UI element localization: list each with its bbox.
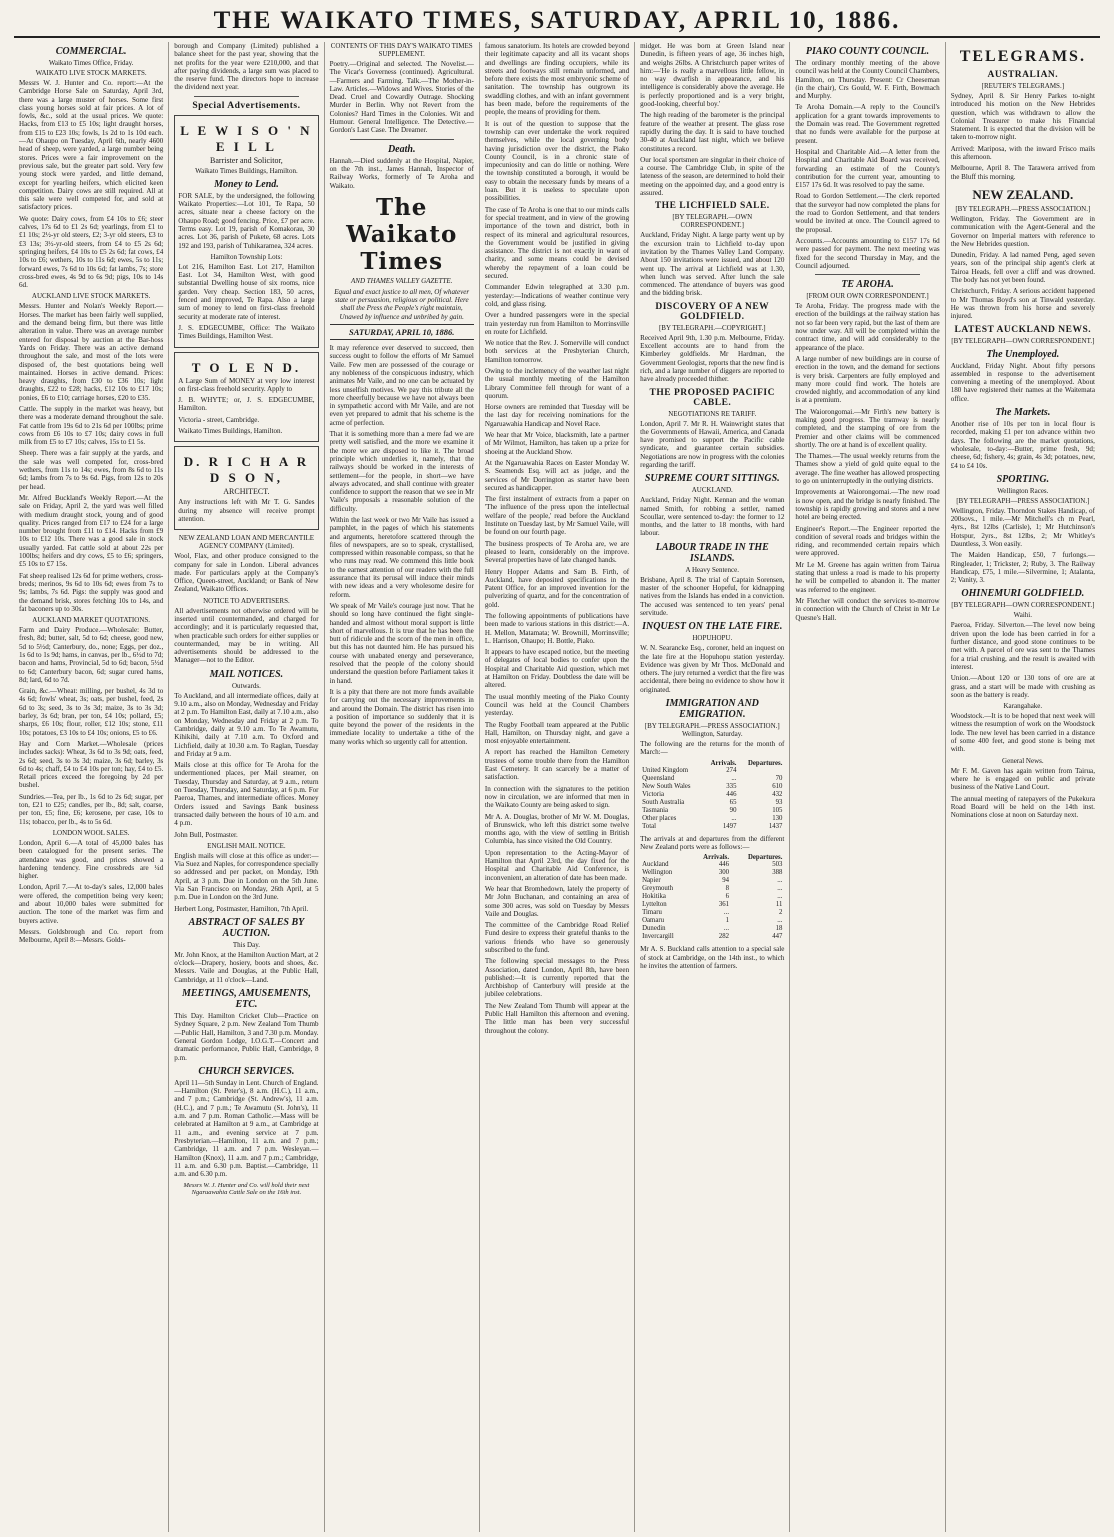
new-zealand-heading: NEW ZEALAND.: [972, 186, 1074, 202]
advert-text: Any instructions left with Mr T. G. Sandes during my absence will receive prompt attention.: [178, 498, 315, 523]
sporting-source: [BY TELEGRAPH—PRESS ASSOCIATION.]: [956, 496, 1090, 505]
advert-signature: John Bull, Postmaster.: [174, 830, 238, 839]
article-paragraph: The case of Te Aroha is one that to our minds calls for special treatment, and in view of the growing importance of the town and district, both in respect of its mineral and agricultural resources, the Government would be justified in giving assistance. The district is not exactly in want of charity, and some means could be devised whereby the repayment of a loan could be secured.: [484, 205, 630, 281]
news-item: We hear that Mr Voice, blacksmith, late a partner of Mr Wilmot, Hamilton, has taken up a prize for shoeing at the Auckland Show.: [484, 431, 630, 456]
news-item: A report has reached the Hamilton Cemetery trustees of some trouble there from the Hamilton East Cemetery. It can scarcely be a matter of satisfaction.: [484, 748, 630, 782]
article-paragraph: Union.—About 120 or 130 tons of ore are at grass, and a start will be made with crushing as soon as the battery is ready.: [950, 674, 1095, 699]
editorial-paragraph: We speak of Mr Vaile's courage just now. That he should so long have continued the fight single-handed and almost without moral support is little short of marvellous. It is true that he has been the butt of ridicule and the scorn of the men in office, but this has not daunted him. He has pursued his course with unabated energy and perseverance, resolved that the people of the colony should understand the question before Parliament takes it in hand.: [329, 601, 474, 685]
table-cell: 446: [726, 790, 737, 798]
article-paragraph: A large number of new buildings are in course of erection in the town, and the demand for sections is very brisk. Carpenters are fully employed and many more could find work. The hotels are crowded nightly, and accommodation of any kind is at a premium.: [795, 354, 940, 405]
ohinemuri-heading: OHINEMURI GOLDFIELD.: [961, 588, 1085, 600]
table-cell: ...: [777, 877, 783, 885]
article-paragraph: London, April 6.—A total of 45,000 bales has been catalogued for the present series. The attendance was good, and prices showed a hardening tendency. Fine crossbreds are ¼d higher.: [19, 838, 164, 881]
news-item: The Rugby Football team appeared at the Public Hall, Hamilton, on Thursday night, and gave a most enjoyable entertainment.: [484, 720, 630, 746]
column-2: [169, 42, 324, 1532]
article-paragraph: Wellington, Friday. The Government are in communication with the Agent-General and the Governor on Imperial matters with reference to the New Hebrides question.: [950, 214, 1095, 248]
te-aroha-subheading: [FROM OUR OWN CORRESPONDENT.]: [806, 292, 929, 301]
table-cell: 361: [718, 901, 730, 909]
article-paragraph: Brisbane, April 8. The trial of Captain Sorensen, master of the schooner Hopeful, for kidnapping natives from the Islands has ended in a conviction. The accused was sentenced to ten years' penal servitude.: [640, 575, 785, 617]
article-paragraph: Grain, &c.—Wheat: milling, per bushel, 4s 3d to 4s 6d; fowls' wheat, 3s; oats, per bushel, feed, 2s 6d to 3s; seed, 3s to 3s 3d; maize, 3s to 3s 3d; barley, 3s 6d; bran, per ton, £4 10s; pollard, £5; sharps, £6 10s; flour, roller, £12 10s; stone, £11 10s; potatoes, £3 10s to £4 10s; onions, £5 to £6.: [19, 687, 164, 737]
editorial-paragraph: That it is something more than a mere fad we are pretty well satisfied, and the more we examine it the more we are disposed to like it. The broad principle which underlies it, namely, that the railways should be worked in the interests of settlement—for the people, in short—we have always advocated, and shall continue with greater confidence to support the reason that we see in Mr Vaile's proposals a reasonable solution of the difficulty.: [329, 430, 474, 513]
article-paragraph: Another rise of 10s per ton in local flour is recorded, making £1 per ton advance within two days. The following are the market quotations, wholesale, to-day:—Butter, prime fresh, 9d; cheese, 6d; fishery, 4s; grain, 4s 3d; potatoes, new, £4 to £4 10s.: [950, 420, 1095, 470]
article-paragraph: April 11—5th Sunday in Lent. Church of England.—Hamilton (St. Peter's), 8 a.m. (H.C.), 11 a.m., and 7 p.m.; Cambridge (St. Andrew's), 11 a.m. (H.C.), and 7 p.m.; Te Awamutu (St. John's), 11 a.m. and 7 p.m. Roman Catholic.—Mass will be celebrated at Hamilton at 9 a.m., at Cambridge at 11 a.m., and evening service at 7 p.m. Presbyterian.—Hamilton, 11 a.m. and 7 p.m.; Cambridge, 11 a.m. and 7 p.m. Wesleyan.—Hamilton (Knox), 11 a.m. and 7 p.m.; Cambridge, 11 a.m. and 6.30 p.m. Baptist.—Cambridge, 11 a.m. and 6.30 p.m.: [174, 1078, 319, 1179]
table-cell: Dunedin: [642, 925, 666, 933]
table-cell: ...: [777, 893, 783, 901]
table-cell: Napier: [642, 877, 661, 885]
table-cell: 1497: [722, 822, 737, 830]
table-row: [640, 933, 784, 941]
article-paragraph: Auckland, Friday Night. A large party went up by the excursion train to Lichfield to-day upon invitation by the Thames Valley Land Company. About 150 invitations were issued, and about 120 went up. The arrival at Lichfield was at 1.30, when lunch was served. After lunch the sale commenced. The attendance of buyers was good and the bidding brisk.: [640, 231, 785, 298]
church-services-heading: CHURCH SERVICES.: [198, 1065, 295, 1077]
advert-signature: J. B. WHYTE; or, J. S. EDGECUMBE, Hamilton.: [178, 396, 315, 413]
article-paragraph: Hospital and Charitable Aid.—A letter from the Hospital and Charitable Aid Board was received, forwarding an estimate of the County's contribution for the current year, amounting to £157 17s 6d. It was resolved to pay the same.: [795, 147, 940, 190]
pacific-cable-heading: THE PROPOSED PACIFIC CABLE.: [649, 387, 775, 408]
sporting-heading: SPORTING.: [996, 473, 1050, 485]
table-cell: 274: [726, 766, 737, 774]
news-item: Owing to the inclemency of the weather last night the usual monthly meeting of the Hamilton Library Committee fell through for want of a quorum.: [484, 366, 630, 400]
advert-subheading: Money to Lend.: [214, 178, 279, 190]
table-cell: [738, 767, 784, 775]
table-cell: 446: [718, 861, 730, 869]
auction-subheading: This Day.: [232, 940, 260, 949]
advert-text: Lot 216, Hamilton East. Lot 217, Hamilton East. Lot 34, Hamilton West, with good substantial Dwelling house of six rooms, nice garden. Very cheap. Section 183, 50 acres, fenced and improved, Te Rapa. Also a large sum of money to lend on first-class freehold security at moderate rate of interest.: [178, 262, 315, 321]
wool-sales-heading: LONDON WOOL SALES.: [52, 828, 130, 837]
advert-name: L E W I S O ' N E I L L: [180, 122, 313, 154]
waihi-heading: Waihi.: [1013, 611, 1032, 620]
divider: [194, 96, 298, 97]
table-cell: Queensland: [642, 774, 675, 782]
table-row: [640, 775, 784, 783]
news-item: Commander Edwin telegraphed at 3.30 p.m. yesterday:—Indications of weather continue very cold, and glass rising.: [484, 283, 630, 308]
market-quotations-heading: AUCKLAND MARKET QUOTATIONS.: [32, 616, 150, 625]
supreme-court-heading: SUPREME COURT SITTINGS.: [644, 473, 780, 485]
te-aroha-heading: TE AROHA.: [841, 279, 894, 291]
labour-trade-subheading: A Heavy Sentence.: [685, 565, 739, 574]
meetings-heading: MEETINGS, AMUSEMENTS, ETC.: [182, 988, 311, 1011]
news-item: The usual monthly meeting of the Piako County Council was held at the Council Chambers yesterday.: [484, 692, 630, 718]
article-paragraph: Auckland, Friday Night. Kennan and the woman named Smith, for robbing a settler, named Scoullar, were sentenced to-day: the former to 12 months, and the latter to 18 months, with hard labour.: [640, 496, 785, 538]
table-row: [640, 807, 784, 815]
table-header: [640, 854, 689, 861]
editorial-paragraph: It may reference ever deserved to succeed, then success ought to follow the efforts of Mr Samuel Vaile. Few men are possessed of the courage or any nobleness of the conspicuous industry, which animates Mr Vaile, and no one can be actuated by less unselfish motives. We pay this tribute all the more cheerfully because we have not always been in sympathetic accord with Mr Vaile, and are not even yet prepared to admit that his scheme is the acme of perfection.: [329, 344, 474, 427]
article-paragraph: Poetry.—Original and selected. The Novelist.—The Vicar's Governess (continued). Agricultural.—Farmers and Farming. Talk.—The Mother-in-Law. Articles.—Widows and Wives. Stories of the Dead. Cruel and Cowardly Outrage. Shocking Murder in Berlin. Why not Revert from the Colonies? Hard Times in the Colonies. Wit and Humour. General Intelligence. The Detective.—Gordon's Last Case. The Dreamer.: [329, 60, 474, 135]
article-paragraph: Mr. John Knox, at the Hamilton Auction Mart, at 2 o'clock—Drapery, hosiery, boots and shoes, &c. Messrs. Vaile and Douglas, at the Public Hall, Cambridge, at 11 o'clock—Land.: [174, 950, 319, 984]
unemployed-heading: The Unemployed.: [986, 348, 1060, 360]
inquest-subheading: HOPUHOPU.: [692, 634, 733, 643]
table-cell: ...: [777, 885, 783, 893]
newspaper-motto: Equal and exact justice to all men, Of whatever state or persuasion, religious or political. Here shall the Press the People's right maintain, Unawed by influence and unbribed by gain.: [334, 287, 470, 321]
table-cell: Total: [642, 822, 656, 830]
article-paragraph: Road to Gordon Settlement.—The clerk reported that the surveyor had now completed the plans for the road to Gordon Settlement, and that tenders would be invited at once. The Council agreed to the proposal.: [795, 192, 940, 234]
table-row: [640, 901, 784, 909]
column-5: [635, 42, 790, 1532]
masthead: THE WAIKATO TIMES, SATURDAY, APRIL 10, 1886.: [14, 8, 1100, 38]
table-row: [640, 815, 784, 823]
advert-text: FOR SALE, by the undersigned, the following Waikato Properties:—Lot 101, Te Rapa, 50 acres, situate near a cheese factory on the Ohaupo Road; good fencing. Price, £7 per acre. Terms easy. Lot 19, parish of Komakorau, 30 acres. Lot 36, parish of Pukete, 68 acres. Lots 192 and 193, parish of Tuhikaramea, 324 acres.: [178, 191, 315, 250]
news-item: At the Ngaruawahia Races on Easter Monday W. S. Seamends Esq. will act as judge, and the services of Mr Dorrington as starter have been secured as handicapper.: [484, 458, 630, 492]
article-paragraph: London, April 7.—At to-day's sales, 12,000 bales were offered, the competition being very keen; and about 10,000 bales were submitted for auction. The tone of the market was firm and buyers active.: [19, 883, 164, 925]
advert-text: A Large Sum of MONEY at very low interest on first-class freehold security. Apply to: [178, 376, 315, 393]
advert-text: Victoria - street, Cambridge.: [178, 415, 260, 424]
table-cell: United Kingdom: [642, 766, 689, 774]
article-paragraph: The high reading of the barometer is the principal feature of the weather at present. The glass rose rapidly during the day. It is said to have touched 30-40 at Auckland last night, which we believe constitutes a record.: [640, 111, 785, 153]
advert-loan-heading: NEW ZEALAND LOAN AND MERCANTILE AGENCY COMPANY (Limited).: [178, 534, 315, 551]
issue-date: SATURDAY, APRIL 10, 1886.: [330, 324, 474, 340]
article-paragraph: Hay and Corn Market.—Wholesale (prices includes sacks): Wheat, 3s 6d to 3s 9d; oats, feed, 2s 6d; seed, 3s to 3s 3d; maize, 3s 6d; barley, 3s 6d to 4s; chaff, £4 to £4 10s per ton; hay, £4 to £5. Retail prices exceed the foregoing by 2d per bushel.: [19, 739, 164, 790]
immigration-subheading: [BY TELEGRAPH.—PRESS ASSOCIATION.] Wellington, Saturday.: [644, 722, 780, 739]
table-cell: ...: [723, 925, 730, 933]
notice-heading: NOTICE TO ADVERTISERS.: [203, 596, 290, 605]
editorial-paragraph: Within the last week or two Mr Vaile has issued a pamphlet, in the pages of which his statements and arguments, heretofore scattered through the files of newspapers, are so to speak, crystallised, compressed within reasonable compass, so that he who runs may read. We commend this little book to the earnest attention of our readers with the full assurance that its perusal will induce their minds with new ideas and a very wholesome desire for reform.: [329, 515, 474, 599]
advert-text: Wool, Flax, and other produce consigned to the company for sale in London. Liberal advances made. For particulars apply at the Company's Office, Queen-street, Auckland; or Bank of New Zealand, Waikato Offices.: [174, 552, 319, 594]
article-paragraph: The arrivals at and departures from the different New Zealand ports were as follows:—: [640, 834, 785, 851]
labour-trade-heading: LABOUR TRADE IN THE ISLANDS.: [655, 541, 769, 564]
article-paragraph: Mr Le M. Greene has again written from Tairua stating that unless a road is made to his property he will be compelled to abandon it. The matter was referred to the engineer.: [795, 560, 940, 594]
article-paragraph: The ordinary monthly meeting of the above council was held at the County Council Chambers, Hamilton, on Thursday. Present: Cr Cheeseman (in the chair), Crs Gould, W. F. Firth, Bowmach and Murphy.: [795, 59, 940, 101]
news-item: Mr A. A. Douglas, brother of Mr W. M. Douglas, of Brunswick, who left this district some twelve months ago, with the view of settling in British Columbia, has since visited the Old Country.: [484, 812, 630, 846]
article-paragraph: Auckland, Friday Night. About fifty persons assembled in response to the advertisement convening a meeting of the unemployed. About 180 have registered their names at the Waitemata office.: [950, 361, 1095, 403]
news-item: We hear that Bromhedown, lately the property of Mr John Buchanan, and containing an area of some 300 acres, was sold on Tuesday by Messrs Vaile and Douglas.: [484, 884, 630, 918]
article-paragraph: Fat sheep realised 12s 6d for prime wethers, cross-breds; merinos, 9s 6d to 10s 6d; ewes from 7s to 9s; lambs, 7s 6d. Pigs: the supply was good and the demand brisk, stores fetching 10s to 14s, and fat baconers up to 30s.: [19, 571, 164, 613]
supreme-court-subheading: AUCKLAND.: [691, 486, 733, 495]
article-paragraph: Christchurch, Friday. A serious accident happened to Mr Thomas Boyd's son at Tinwald yesterday. He was thrown from his horse and severely injured.: [950, 287, 1095, 321]
table-cell: 388: [772, 869, 783, 877]
table-cell: 335: [726, 782, 737, 790]
table-row: [640, 925, 784, 933]
article-paragraph: Mails close at this office for Te Aroha for the undermentioned places, per Mail steamer, on Tuesday, Thursday and Saturday, at 9 a.m., return on Tuesday, Thursday, and Saturday, at 6 p.m. For Paeroa, Thames, and intermediate offices. Money Orders issued and Savings Bank business transacted daily between the hours of 10 a.m. and 4 p.m.: [174, 761, 319, 828]
news-item: The following appointments of publications have been made to various stations in this district:—A. H. Mellon, Matamata; W. Brownill, Morrinsville; L. Harrison, Ohaupo; H. Bottle, Piako.: [484, 612, 630, 645]
table-cell: 1437: [768, 822, 783, 830]
australian-subheading: [REUTER'S TELEGRAMS.]: [981, 82, 1065, 90]
column-1: [14, 42, 169, 1532]
article-paragraph: Arrived: Mariposa, with the inward Frisco mails this afternoon.: [950, 144, 1095, 162]
ohinemuri-subheading: [BY TELEGRAPH—OWN CORRESPONDENT.]: [951, 601, 1095, 610]
auckland-stock-heading: AUCKLAND LIVE STOCK MARKETS.: [31, 292, 151, 301]
table-cell: 65: [729, 798, 737, 806]
advert-title: ARCHITECT.: [223, 487, 270, 497]
news-item: The business prospects of Te Aroha are, we are pleased to learn, considerably on the improve. Several properties have of late changed hands.: [484, 539, 630, 565]
article-paragraph: The Thames.—The usual weekly returns from the Thames show a yield of gold quite equal to the average. The fine weather has allowed prospecting to go on uninterruptedly in the outlying districts.: [795, 452, 940, 486]
article-paragraph: Accounts.—Accounts amounting to £157 17s 6d were passed for payment. The next meeting was fixed for the second Thursday in May, and the Council adjourned.: [795, 236, 940, 270]
news-item: Henry Hopper Adams and Sam B. Firth, of Auckland, have deposited specifications in the Patent Office, for an improved invention for the pulverizing of quartz, and for the concentration of gold.: [484, 567, 630, 609]
table-row: [640, 861, 784, 869]
divider: [815, 274, 919, 275]
article-paragraph: Our local sportsmen are singular in their choice of a course. The Cambridge Club, in spite of the lateness of the season, are determined to hold their meeting on the appointed day, and a good entry is assured.: [640, 155, 785, 198]
table-cell: South Australia: [642, 798, 685, 806]
news-item: We notice that the Rev. J. Somerville will conduct both services at the Presbyterian Church, Hamilton tomorrow.: [484, 339, 630, 364]
table-row: [640, 799, 784, 807]
table-row: [640, 877, 784, 885]
article-paragraph: Mr. Alfred Buckland's Weekly Report.—At the sale on Friday, April 2, the yard was well filled with medium draught stock, young and of good quality. Prices ranged from £17 to £24 for a large number brought from £11 to £14. Hacks from £9 10s to £12 10s. There was a good sale in stock usually yarded. Fat cattle sold at about 22s per 100lbs; heifers and dry cows, £5 to £6; springers, £5 10s to £7 15s.: [19, 493, 164, 569]
telegrams-heading: TELEGRAMS.: [959, 48, 1086, 65]
table-row: [640, 869, 784, 877]
article-paragraph: Farm and Dairy Produce.—Wholesale: Butter, fresh, 8d; butter, salt, 5d to 6d; cheese, good new, 5d to 5½d; Canterbury, do., none; Eggs, per doz., 1s 6d to 1s 9d; hams, in canvas, per lb., 6½d to 7d; bacon and hams, Provincial, 5d to 6d; bacon, 5½d to 6d; Canterbury bacon, 6d; sugar cured hams, 8d; lard, 6d to 7d.: [19, 626, 164, 684]
table-row: [640, 767, 784, 775]
australian-heading: AUSTRALIAN.: [987, 70, 1059, 80]
table-cell: Other places: [642, 814, 677, 822]
table-cell: Lyttelton: [642, 901, 667, 909]
advert-subheading: Hamilton Township Lots:: [210, 252, 283, 261]
table-cell: 2: [779, 909, 783, 917]
death-heading: Death.: [387, 143, 416, 155]
news-item: The following special messages to the Press Association, dated London, April 8th, have been published:—It is currently reported that the Archbishop of Canterbury will preside at the jubilee celebrations.: [484, 957, 630, 999]
flag-subtitle: AND THAMES VALLEY GAZETTE.: [351, 276, 453, 285]
article-paragraph: Messrs. Hunter and Nolan's Weekly Report.—Horses. The market has been fairly well supplied, and the demand being firm, but there was little alteration in value. There was an average number entered for disposal by auction at the Bar-hoss Yards on Friday. There was an active demand throughout the sale, and most of the lots were disposed of, the best quotations being well maintained. Horses in active demand. Prices: heavy draughts, from £30 to £36 10s; light draughts, £22 to £28; hacks, £12 10s to £17 10s; ponies, £6 to £10; carriage horses, £20 to £35.: [19, 302, 164, 402]
new-zealand-subheading: [BY TELEGRAPH.—PRESS ASSOCIATION.]: [955, 204, 1091, 213]
advert-signature: J. S. EDGECUMBE, Office: The Waikato Times Buildings, Hamilton West.: [178, 323, 315, 341]
article-paragraph: Te Aroha Domain.—A reply to the Council's application for a grant towards improvements to the Domain was read. The Government regretted that no funds were available for the purpose at present.: [795, 103, 940, 145]
table-cell: 90: [729, 806, 737, 814]
table-cell: ...: [731, 774, 737, 782]
general-news-heading: General News.: [1002, 756, 1044, 765]
table-header: Arrivals.: [710, 759, 737, 767]
special-ads-heading: Special Advertisements.: [192, 100, 301, 111]
table-row: [640, 885, 784, 893]
table-cell: 94: [722, 877, 730, 885]
immigration-table: [640, 760, 784, 831]
advert-title: Barrister and Solicitor,: [210, 155, 283, 165]
article-paragraph: Dunedin, Friday. A lad named Peng, aged seven years, son of the principal ship agent's clerk at Tairoa Heads, fell over a cliff and was drowned. The body has not yet been found.: [950, 251, 1095, 285]
table-cell: Invercargill: [642, 933, 674, 941]
auckland-news-subheading: [BY TELEGRAPH—OWN CORRESPONDENT.]: [951, 336, 1095, 345]
mail-notices-heading: MAIL NOTICES.: [209, 668, 284, 680]
immigration-heading: IMMIGRATION AND EMIGRATION.: [665, 698, 759, 721]
advert-to-lend: [174, 352, 318, 443]
table-cell: 282: [718, 933, 730, 941]
table-cell: Oamaru: [642, 917, 665, 925]
advert-architect: [174, 446, 318, 530]
column-3: [325, 42, 480, 1532]
table-row: [640, 893, 784, 901]
table-header: Departures.: [747, 759, 783, 767]
column-6: [790, 42, 945, 1532]
article-paragraph: Mr F. M. Gaven has again written from Tairua, where he is engaged on public and private business of the Native Land Court.: [950, 766, 1095, 792]
article-paragraph: Hannah.—Died suddenly at the Hospital, Napier, on the 7th inst., James Hannah, Inspector of Railway Works, formerly of Te Aroha and Waikato.: [329, 156, 474, 190]
news-item: It appears to have escaped notice, but the meeting of delegates of local bodies to confer upon the Hospital and Charitable Aid question, which met at Hamilton on Friday. Doubtless the date will be altered.: [484, 648, 630, 690]
advert-oneill: [174, 115, 318, 348]
table-cell: ...: [731, 814, 737, 822]
table-cell: 432: [772, 790, 783, 798]
article-paragraph: Woodstock.—It is to be hoped that next week will witness the resumption of work on the Woodstock lode. The new level has been carried in a distance of some 400 feet, and good stone is being met with.: [950, 712, 1095, 754]
table-cell: 610: [772, 782, 783, 790]
table-cell: New South Wales: [642, 782, 691, 790]
table-cell: ...: [777, 917, 783, 925]
table-cell: Auckland: [642, 861, 669, 869]
article-paragraph: Cattle. The supply in the market was heavy, but there was a moderate demand throughout the sale. Fat cattle from 19s 6d to 21s 6d per 100lbs; prime cows from £6 10s to £7 10s; dairy cows in full milk from £5 to £7 10s; calves, 15s to £1 5s.: [19, 404, 164, 447]
table-cell: 300: [718, 869, 730, 877]
news-item: The first instalment of extracts from a paper on 'The influence of the press upon the intellectual welfare of the people,' read before the Auckland Institute on Tuesday last, by Mr Samuel Vaile, will be found on our fourth page.: [484, 495, 630, 537]
article-paragraph: Improvements at Waiorongomai.—The new road is now open, and the bridge is nearly finished. The township is rapidly growing and stores and a new hotel are being erected.: [795, 488, 940, 522]
advert-address: Waikato Times Buildings, Hamilton.: [195, 166, 298, 175]
columns: [14, 42, 1100, 1532]
advert-text: Waikato Times Buildings, Hamilton.: [178, 427, 283, 436]
article-paragraph: It is out of the question to suppose that the township can ever undertake the work required themselves, while the local governing body having jurisdiction over the district, the Piako County Council, is in a chronic state of impecuniosity and can do little or nothing. Were the township constituted a borough, it would be easy to obtain the necessary funds by means of a loan. But it is useless to speculate upon possibilities.: [484, 119, 630, 203]
table-cell: 93: [775, 798, 783, 806]
news-item: In connection with the signatures to the petition now in circulation, we are informed that men in the Waikato County are being asked to sign.: [484, 784, 630, 810]
advert-name: T O L E N D.: [191, 359, 302, 375]
article-paragraph: English mails will close at this office as under:—Via Suez and Naples, for correspondence specially so addressed and per packet, on Monday, 19th April, at 3 p.m. Due in London on the 5th June. Via San Francisco on Monday, 26th April, at 5 p.m. Due in London on the 3rd June.: [174, 851, 319, 902]
article-paragraph: Paeroa, Friday. Silverton.—The level now being driven upon the lode has been carried in for a further distance, and good stone continues to be met with. A parcel of ore was sent to the Thames for a trial crushing, and the result is awaited with interest.: [950, 621, 1095, 671]
editorial-paragraph: It is a pity that there are not more funds available for carrying out the necessary improvements in and around the Domain. The district has risen into a position of importance so suddenly that it is quite beyond the power of the residents in the immediate locality to undertake a tithe of the many works which so urgently call for attention.: [329, 687, 474, 746]
article-paragraph: Melbourne, April 8. The Tarawera arrived from the Bluff this morning.: [950, 164, 1095, 181]
table-cell: Wellington: [642, 869, 673, 877]
article-paragraph: Mr Fletcher will conduct the services to-morrow in connection with the Church of Christ in Mr Le Quesne's Hall.: [795, 596, 940, 622]
auction-sales-heading: ABSTRACT OF SALES BY AUCTION.: [188, 916, 305, 939]
column-4: [480, 42, 635, 1532]
table-header: [640, 760, 703, 767]
table-row: [640, 917, 784, 925]
article-paragraph: Mr A. S. Buckland calls attention to a special sale of stock at Cambridge, on the 14th inst., to which he invites the attention of farmers.: [640, 945, 785, 970]
article-paragraph: The annual meeting of ratepayers of the Pukekura Road Board will be held on the 14th inst. Nominations close at noon on Saturday next.: [950, 794, 1095, 820]
article-paragraph: London, April 7. Mr R. H. Wainwright states that the Governments of Hawaii, America, and Canada have promised to support the Pacific cable syndicate, and guarantee certain subsidies. Negotiations are now in progress with the colonies regarding the tariff.: [640, 419, 785, 469]
table-cell: 1: [725, 917, 730, 925]
inquest-heading: INQUEST ON THE LATE FIRE.: [642, 621, 783, 633]
mail-subheading: Outwards.: [231, 681, 261, 690]
english-mail-heading: ENGLISH MAIL NOTICE.: [207, 841, 286, 850]
goldfield-subheading: [BY TELEGRAPH.—COPYRIGHT.]: [658, 323, 766, 332]
table-cell: Victoria: [642, 790, 664, 798]
article-paragraph: famous sanatorium. Its hotels are crowded beyond their legitimate capacity and all its vacant shops and dwellings are finding occupiers, while its streets and footways still remain unformed, and before there exists the most embryonic scheme of sanitation. The township has outgrown its swaddling clothes, and with an infant government has been made, before the requirements of the people, the means of providing for them.: [484, 42, 630, 117]
article-paragraph: Sydney, April 8. Sir Henry Parkes to-night introduced his motion on the New Hebrides question, which was withdrawn to allow the Colonial Treasurer to make his Financial Statement. It is expected that the division will be taken to-morrow night.: [950, 92, 1095, 142]
news-item: Over a hundred passengers were in the special train yesterday run from Hamilton to Morrinsville en route for Lichfield.: [484, 311, 630, 336]
table-cell: 8: [725, 885, 730, 893]
karangahake-heading: Karangahake.: [1003, 702, 1043, 711]
article-paragraph: The Maiden Handicap, £50, 7 furlongs.—Ringleader, 1; Trickster, 2; Ruby, 3. The Railway Handicap, £75, 1 mile.—Silvermine, 1; Atalanta, 2; Vanity, 3.: [950, 551, 1095, 585]
newspaper-flag: The Waikato Times: [346, 193, 458, 275]
lichfield-subheading: [BY TELEGRAPH.—OWN CORRESPONDENT.]: [672, 213, 753, 230]
article-paragraph: Te Aroha, Friday. The progress made with the erection of the buildings at the railway station has not so far been very rapid, but the last of them are now under way. All will be completed within the contract time, and will add considerably to the appearance of the place.: [795, 302, 940, 352]
article-paragraph: The following are the returns for the month of March:—: [640, 740, 785, 757]
auckland-news-heading: LATEST AUCKLAND NEWS.: [954, 324, 1092, 335]
table-row: [640, 909, 784, 917]
table-cell: 503: [772, 861, 783, 869]
table-cell: 447: [772, 933, 783, 941]
article-paragraph: Sundries.—Tea, per lb., 1s 6d to 2s 6d; sugar, per ton, £21 to £25; candles, per lb., 8d; salt, coarse, per ton, £5; fine, £6; kerosene, per case, 10s to 11s; tobacco, per lb., 4s to 5s 6d.: [19, 792, 164, 826]
live-stock-heading: WAIKATO LIVE STOCK MARKETS.: [35, 69, 147, 77]
table-cell: 105: [772, 806, 783, 814]
article-paragraph: Messrs. Goldsbrough and Co. report from Melbourne, April 8:—Messrs. Golds-: [19, 927, 164, 945]
advert-text: All advertisements not otherwise ordered will be inserted until countermanded, and charged for accordingly; and it is particularly requested that, when practicable such orders for either supplies or countermanded, may be in writing. All advertisements should be addressed to the Manager—not to the Editor.: [174, 606, 319, 665]
table-cell: Tasmania: [642, 806, 669, 814]
table-cell: 11: [775, 901, 783, 909]
article-paragraph: Sheep. There was a fair supply at the yards, and the sale was well competed for, cross-bred wethers, from 11s to 14s; ewes, from 8s 6d to 11s 6d; lambs from 7s to 9s 6d. Pigs, from 12s to 20s per head.: [19, 449, 164, 491]
table-cell: 130: [772, 814, 783, 822]
article-paragraph: Messrs W. J. Hunter and Co. report:—At the Cambridge Horse Sale on Saturday, April 3rd, there was a large muster of horses. Some first class young horses sold at fair prices. A lot of fowls, &c., sold at the usual prices. We quote: Hacks, from £13 to £5 10s; light draught horses, from £15 to £23 10s; fowls, 1s 2d to 1s 10d each. —At Ohaupo on Tuesday, April 6th, nearly 4600 head of sheep, were yarded, a large number being stores. Prices were a fair improvement on the previous sale, but the greater part sold. Very few young stock were yarded, and little demand, except for yearling heifers, which elicited keen competition. Dairy cows are still required. All at this sale were well competed for, and sold at satisfactory prices.: [19, 79, 164, 212]
article-paragraph: Received April 9th, 1.30 p.m. Melbourne, Friday. Excellent accounts are to hand from the Kimberley goldfields. Mr Hardman, the Government Geologist, reports that the new find is rich, and a large number of diggers are reported to have already proceeded thither.: [640, 333, 785, 384]
table-cell: Timaru: [642, 909, 662, 917]
sporting-subheading: Wellington Races.: [997, 486, 1049, 495]
article-paragraph: W. N. Searancke Esq., coroner, held an inquest on the late fire at the Hopuhopu station yesterday. Evidence was given by Mr Thos. McDonald and others. The jury returned a verdict that the fire was accidental, there being no evidence to show how it originated.: [640, 644, 785, 694]
article-paragraph: Wellington, Friday. Thorndon Stakes Handicap, of 200sovs., 1 mile.—Mr Mitchell's ch m Pearl, 4yrs., 8st 12lbs (Carlisle), 1; Mr Hutchinson's Hotspur, 2yrs., 8st 12lbs, 2; Mr Whitley's Dauntless, 3. Won easily.: [950, 506, 1095, 548]
column-7: [946, 42, 1100, 1532]
table-cell: Hokitika: [642, 893, 666, 901]
article-paragraph: To Auckland, and all intermediate offices, daily at 9.10 a.m., also on Monday, Wednesday and Friday at 2 p.m. To Hamilton East, daily at 7.10 a.m., also on Monday, Wednesday and Friday at 2 p.m. To Cambridge, daily at 9.10 a.m. To Te Awamutu, Kihikihi, daily at 7.10 a.m. To Oxford and Lichfield, daily at 10.30 a.m. To Raglan, Tuesday and Friday at 9 a.m.: [174, 691, 319, 758]
goldfield-heading: DISCOVERY OF A NEW GOLDFIELD.: [655, 301, 770, 322]
divider: [350, 139, 454, 140]
news-item: Upon representation to the Acting-Mayor of Hamilton that April 23rd, the day fixed for the Hospital and Charitable Aid Conference, is inconvenient, an alteration of date has been made.: [484, 848, 630, 882]
ports-table: [640, 854, 784, 941]
markets-heading: The Markets.: [995, 407, 1051, 419]
table-header: Arrivals.: [703, 854, 730, 862]
article-paragraph: borough and Company (Limited) published a balance sheet for the past year, showing that the net profits for the year were £210,000, and that after paying dividends, a large sum was placed to the reserve fund. The directors hope to increase the dividend next year.: [174, 42, 319, 92]
table-row: [640, 783, 784, 791]
pacific-cable-subheading: NEGOTIATIONS RE TARIFF.: [668, 409, 757, 418]
table-header: Departures.: [747, 854, 783, 862]
article-paragraph: We quote: Dairy cows, from £4 10s to £6; steer calves, 17s 6d to £1 2s 6d; yearlings, from £1 to £1 10s; 2½-yr old steers, £2; 3-yr old steers, £3 to £3 13s; 3½-yr-old steers, from £4 to £5 2s 6d; springing heifers, £4 10s to £5 2s 6d; fat cows, £4 10s to £6; wethers, 10s to 11s 6d; ewes, 5s to 11s; forward ewes, 7s 6d to 10s 6d; fat lambs, 7s; store cross-bred ewes, 4s 9d to 6s 9d; pigs, 10s to 14s 6d.: [19, 214, 164, 290]
table-cell: ...: [723, 909, 730, 917]
advert-name: D. R I C H A R D S O N,: [183, 454, 310, 486]
commercial-subheading: Waikato Times Office, Friday.: [48, 59, 134, 67]
news-item: The committee of the Cambridge Road Relief Fund desire to express their grateful thanks to the various friends who have so generously subscribed to the fund.: [484, 921, 630, 954]
article-paragraph: This Day. Hamilton Cricket Club—Practice on Sydney Square, 2 p.m. New Zealand Tom Thumb—Public Hall, Hamilton, 3 and 7.30 p.m. Monday. General Gordon Lodge, I.O.G.T.—Concert and dramatic performance, Public Hall, Cambridge, 8 p.m.: [174, 1012, 319, 1062]
table-cell: Greymouth: [642, 885, 674, 893]
table-cell: 18: [775, 925, 783, 933]
lichfield-heading: THE LICHFIELD SALE.: [654, 201, 770, 212]
news-item: The New Zealand Tom Thumb will appear at the Public Hall Hamilton this afternoon and evening. The little man has been very successful throughout the colony.: [484, 1001, 630, 1035]
footnote: Messrs W. J. Hunter and Co. will hold their next Ngaruawahia Cattle Sale on the 16th inst.: [183, 1182, 310, 1197]
table-row: [640, 823, 784, 831]
piako-council-heading: PIAKO COUNTY COUNCIL.: [805, 46, 930, 57]
article-paragraph: midget. He was born at Green Island near Dunedin, is fifteen years of age, 36 inches high, and weighs 26lbs. A Christchurch paper writes of him:—'He is really a marvellous little fellow, in no way dwarfish in appearance, and his intelligence is considerably above the average. He is perfectly proportioned and is a very bright, good-looking, cheerful boy.': [640, 42, 785, 109]
commercial-heading: COMMERCIAL.: [55, 46, 127, 57]
table-row: [640, 791, 784, 799]
advert-signature: Herbert Long, Postmaster, Hamilton, 7th April.: [174, 904, 309, 913]
table-cell: 6: [725, 893, 730, 901]
article-paragraph: The Waiorongomai.—Mr Firth's new battery is making good progress. The tramway is nearly completed, and the stamping of ore from the Premier and other claims will be commenced shortly. The ore at hand is of excellent quality.: [795, 407, 940, 449]
article-paragraph: Engineer's Report.—The Engineer reported the condition of several roads and bridges within the riding, and recommended certain repairs which were approved.: [795, 524, 940, 558]
contents-heading: CONTENTS OF THIS DAY'S WAIKATO TIMES SUPPLEMENT.: [330, 42, 473, 58]
table-cell: 70: [775, 774, 783, 782]
news-item: Horse owners are reminded that Tuesday will be the last day for receiving nominations for the Ngaruawahia Handicap and Novel Race.: [484, 403, 630, 428]
